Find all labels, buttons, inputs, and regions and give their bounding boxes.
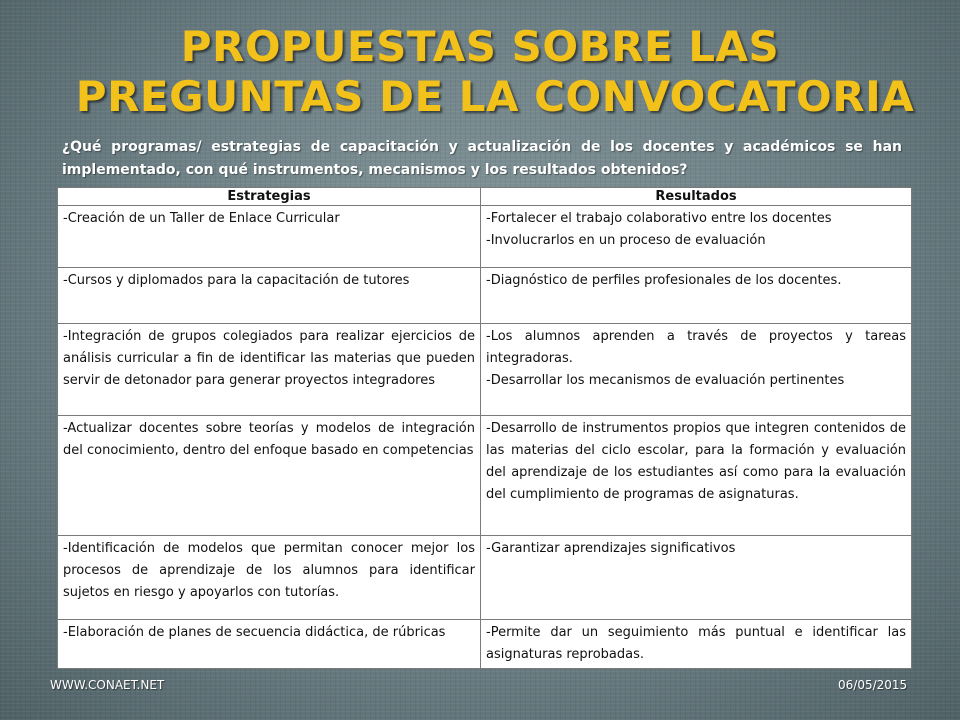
estrategia-text: -Identificación de modelos que permitan conocer mejor los procesos de aprendizaje de los alumnos para identificar sujetos en riesgo y apoyarlos con tutorías. <box>63 541 475 600</box>
estrategia-text: -Cursos y diplomados para la capacitación de tutores <box>63 273 410 288</box>
resultado-text: -Fortalecer el trabajo colaborativo entre los docentes <box>486 211 832 226</box>
title-line-2: PREGUNTAS DE LA CONVOCATORIA <box>75 72 915 121</box>
resultados-cell <box>481 416 912 536</box>
table-row <box>58 620 912 669</box>
estrategia-cell <box>58 268 481 324</box>
estrategia-cell <box>58 324 481 416</box>
title-line-1: PROPUESTAS SOBRE LAS <box>180 22 780 71</box>
resultados-cell <box>481 620 912 669</box>
table-row <box>58 268 912 324</box>
estrategia-text: -Integración de grupos colegiados para realizar ejercicios de análisis curricular a fin de identificar las materias que pueden servir de detonador para generar proyectos integradores <box>63 329 475 388</box>
estrategia-cell <box>58 206 481 268</box>
estrategia-cell <box>58 416 481 536</box>
resultados-cell <box>481 206 912 268</box>
estrategia-text: -Actualizar docentes sobre teorías y modelos de integración del conocimiento, dentro del enfoque basado en competencias <box>63 421 475 458</box>
resultado-text: -Desarrollar los mecanismos de evaluación pertinentes <box>486 373 845 388</box>
resultado-text: -Desarrollo de instrumentos propios que integren contenidos de las materias del ciclo escolar, para la formación y evaluación del aprendizaje de los estudiantes así como para la evaluación del cumplimiento de programas de asignaturas. <box>486 421 906 502</box>
resultados-cell <box>481 324 912 416</box>
header-estrategias: Estrategias <box>58 188 481 206</box>
slide-title <box>0 22 960 122</box>
estrategia-cell <box>58 536 481 620</box>
table-row <box>58 416 912 536</box>
resultado-text: -Garantizar aprendizajes significativos <box>486 541 736 556</box>
table-row <box>58 536 912 620</box>
header-resultados: Resultados <box>481 188 912 206</box>
resultado-text: -Los alumnos aprenden a través de proyectos y tareas integradoras. <box>486 329 906 366</box>
resultado-text: -Involucrarlos en un proceso de evaluación <box>486 233 766 248</box>
footer-date: 06/05/2015 <box>838 678 908 692</box>
strategies-table <box>57 187 912 669</box>
table-row <box>58 206 912 268</box>
estrategia-cell <box>58 620 481 669</box>
table-row <box>58 324 912 416</box>
estrategia-text: -Elaboración de planes de secuencia didáctica, de rúbricas <box>63 625 446 640</box>
estrategia-text: -Creación de un Taller de Enlace Curricular <box>63 211 340 226</box>
question-text: ¿Qué programas/ estrategias de capacitación y actualización de los docentes y académicos se han implementado, con qué instrumentos, mecanismos y los resultados obtenidos? <box>62 139 902 178</box>
resultado-text: -Permite dar un seguimiento más puntual e identificar las asignaturas reprobadas. <box>486 625 906 662</box>
footer-website: WWW.CONAET.NET <box>50 678 165 692</box>
resultados-cell <box>481 268 912 324</box>
resultado-text: -Diagnóstico de perfiles profesionales de los docentes. <box>486 273 842 288</box>
table-header-row <box>58 188 912 206</box>
resultados-cell <box>481 536 912 620</box>
